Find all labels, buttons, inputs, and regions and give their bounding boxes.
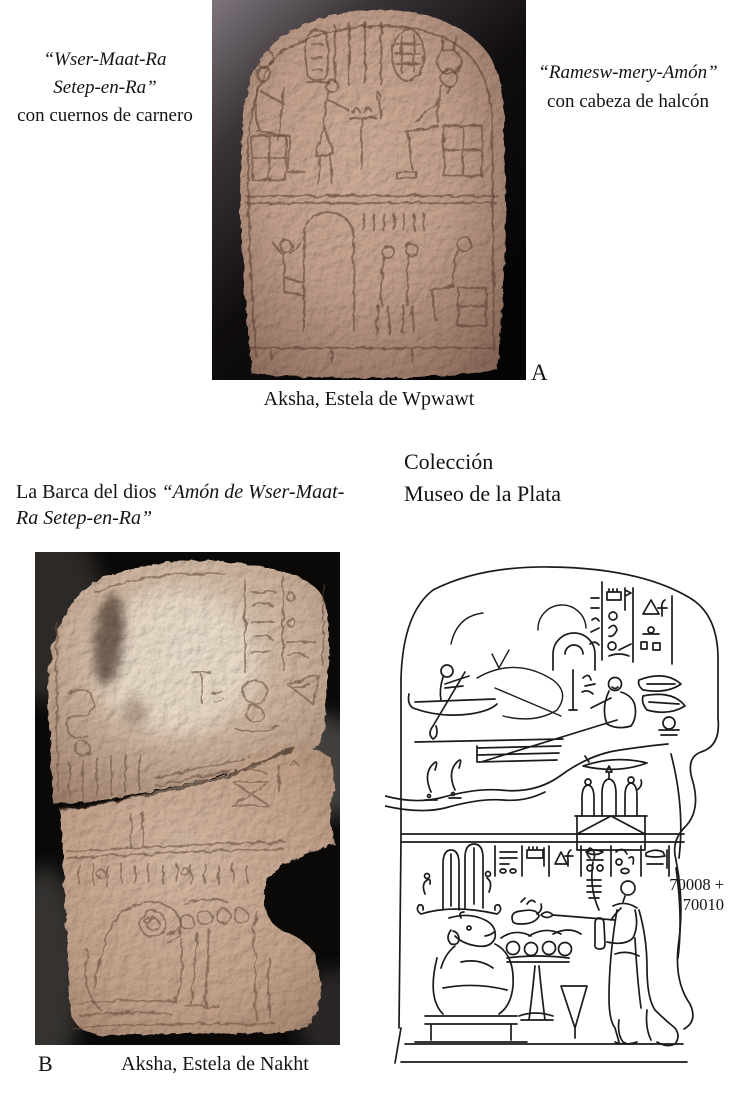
royal-name-line: “Wser-Maat-Ra: [43, 49, 167, 70]
stela-photo-wpwawt: [212, 0, 526, 380]
line-art: [385, 567, 718, 1063]
stela-photo-wpwawt-image: [212, 0, 526, 380]
stela-photo-nakht-image: [35, 552, 340, 1045]
caption-estela-nakht: Aksha, Estela de Nakht: [121, 1053, 309, 1075]
figure-label-b: B: [38, 1051, 53, 1076]
stela-photo-nakht: [35, 552, 340, 1045]
annotation-description: con cabeza de halcón: [547, 91, 709, 112]
royal-name-part: Ra Setep-en-Ra”: [16, 507, 153, 529]
royal-name-part: “Amón de Wser-Maat-: [161, 481, 345, 503]
stela-line-drawing: [385, 558, 735, 1080]
annotation-barca-amon: [16, 479, 386, 531]
royal-name-line: “Ramesw-mery-Amón”: [538, 62, 718, 83]
caption-estela-wpwawt: Aksha, Estela de Wpwawt: [263, 388, 475, 410]
inventory-line: 70010: [682, 895, 724, 914]
inventory-line: 70008 +: [669, 875, 724, 894]
annotation-prefix: La Barca del dios: [16, 481, 162, 503]
collection-line: Colección: [404, 449, 494, 474]
stela-stone: [240, 10, 506, 378]
annotation-ramesw-mery-amon: [521, 58, 735, 116]
collection-line: Museo de la Plata: [404, 481, 562, 506]
stela-line-drawing-image: [385, 558, 735, 1080]
collection-heading: [404, 446, 561, 510]
royal-name-line: Setep-en-Ra”: [53, 77, 157, 98]
figure-label-a: A: [531, 360, 548, 385]
annotation-wser-maat-ra: [2, 46, 208, 130]
annotation-line: [16, 479, 386, 505]
inventory-number: [598, 875, 724, 915]
annotation-description: con cuernos de carnero: [17, 105, 193, 126]
